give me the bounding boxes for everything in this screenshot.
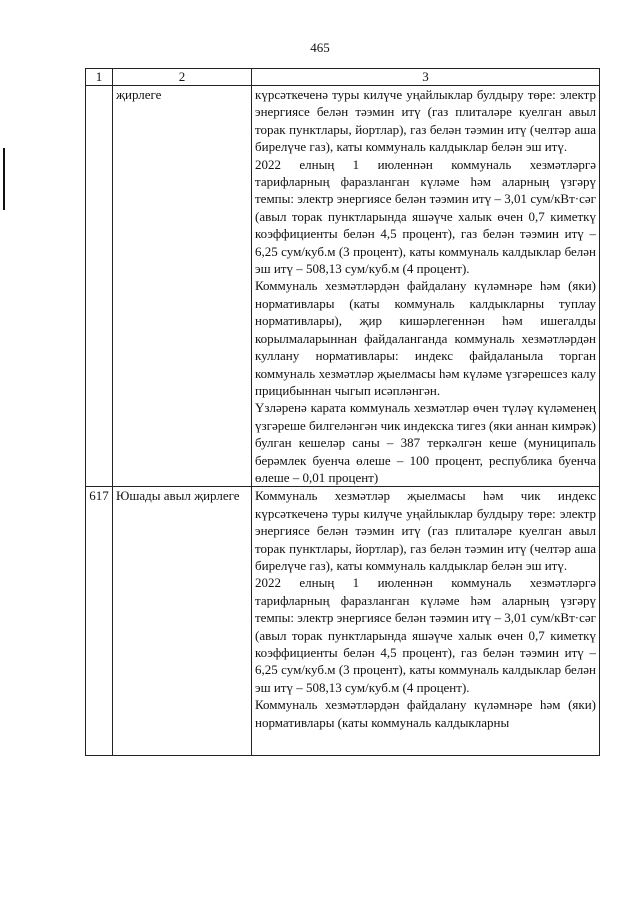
paragraph: Коммуналь хезмәтләрдән файдалану күләмнәре һәм (яки) нормативлары (каты коммуналь калдыкларны туплау нормативлары), җир кишәрлегеннән һәм ишегалды корылмаларыннан файдаланганда коммуналь хезмәтләрдән куллану нормативлары: индекс файдаланыла торган коммуналь хезмәтләр җыелмасы һәм күләме үзгәрешсез калу прицибыннан чыгып исәпләнгән. [255,278,596,398]
row-description [252,86,600,487]
document-table [85,68,600,756]
table-row [86,86,600,487]
column-header-3: 3 [252,69,600,86]
table-row [86,487,600,756]
row-number [86,86,113,487]
column-header-1: 1 [86,69,113,86]
table-header-row [86,69,600,86]
settlement-name: җирлеге [113,86,252,487]
paragraph: Үзләренә карата коммуналь хезмәтләр өчен түләү күләменең үзгәреше билгеләнгән чик индекска тигез (яки аннан кимрәк) булган кешеләр саны – 387 теркәлгән кеше (муниципаль берәмлек буенча өлеше – 100 процент, республика буенча өлеше – 0,01 процент) [255,400,596,485]
paragraph: Коммуналь хезмәтләрдән файдалану күләмнәре һәм (яки) нормативлары (каты коммуналь калдыкларны [255,697,596,730]
paragraph: 2022 елның 1 июленнән коммуналь хезмәтләргә тарифларның фаразланган күләме һәм аларның үзгәрү темпы: электр энергиясе белән тәэмин итү – 3,01 сум/кВт·сәг (авыл торак пунктларында яшәүче халык өчен 0,7 киметкү коэффициенты белән 4,5 процент), газ белән тәэмин итү – 6,25 сум/куб.м (3 процент), каты коммуналь калдыклар белән эш итү – 508,13 сум/куб.м (4 процент). [255,156,596,277]
margin-mark [3,148,5,210]
paragraph: 2022 елның 1 июленнән коммуналь хезмәтләргә тарифларның фаразланган күләме һәм аларның үзгәрү темпы: электр энергиясе белән тәэмин итү – 3,01 сум/кВт·сәг (авыл торак пунктларында яшәүче халык өчен 0,7 киметкү коэффициенты белән 4,5 процент), газ белән тәэмин итү – 6,25 сум/куб.м (3 процент), каты коммуналь калдыклар белән эш итү – 508,13 сум/куб.м (4 процент). [255,575,596,695]
paragraph: күрсәткеченә туры килүче уңайлыклар булдыру төре: электр энергиясе белән тәэмин итү (газ плиталәре куелган авыл торак пунктлары, йортлар), газ белән тәэмин итү (челтәр аша бирелүче газ), каты коммуналь калдыклар белән эш итү. [255,87,596,155]
settlement-name: Юшады авыл җирлеге [113,487,252,756]
row-number: 617 [86,487,113,756]
paragraph: Коммуналь хезмәтләр җыелмасы һәм чик индекс күрсәткеченә туры килүче уңайлыклар булдыру төре: электр энергиясе белән тәэмин итү (газ плиталәре куелган авыл торак пунктлары, йортлар), газ белән тәэмин итү (челтәр аша бирелүче газ), каты коммуналь калдыклар белән эш итү. [255,488,596,573]
page-number: 465 [310,40,330,55]
row-description [252,487,600,756]
column-header-2: 2 [113,69,252,86]
